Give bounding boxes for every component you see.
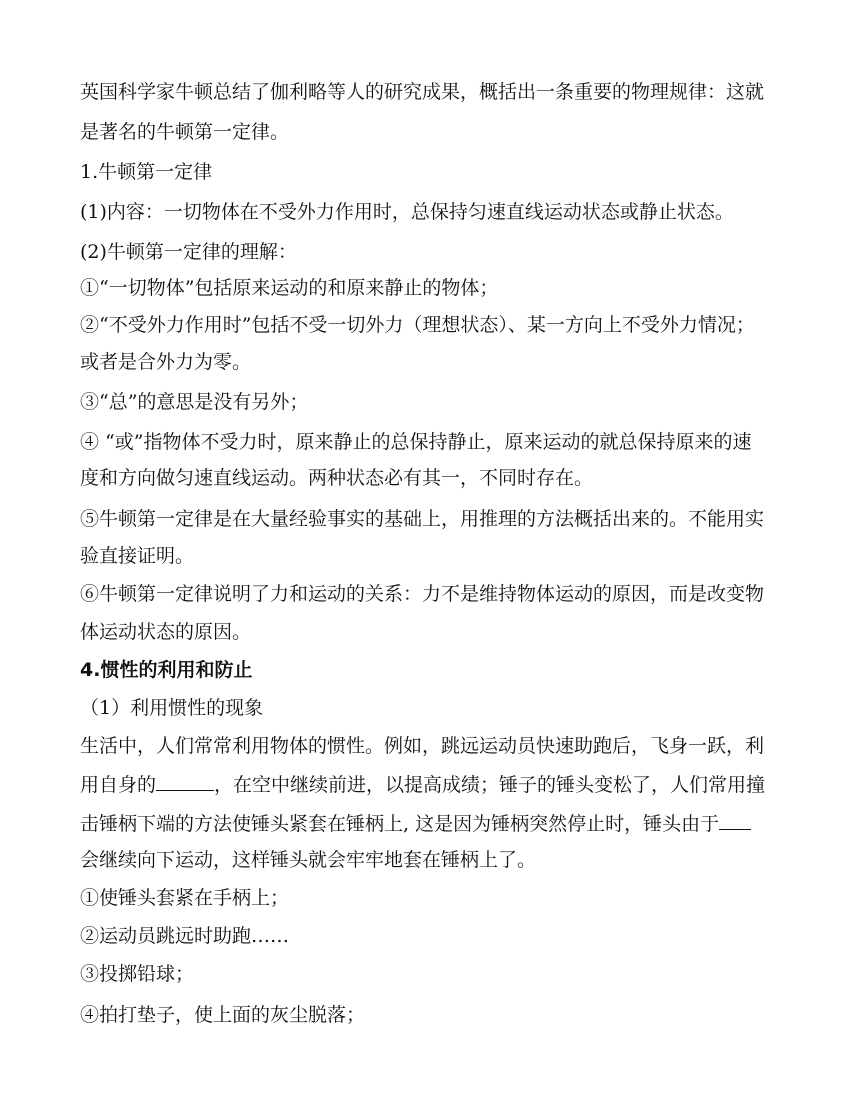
text-line: ④ “或”指物体不受力时，原来静止的总保持静止，原来运动的就总保持原来的速 [80, 431, 752, 453]
text-line: (1)内容：一切物体在不受外力作用时，总保持匀速直线运动状态或静止状态。 [80, 201, 734, 223]
list-item: ④拍打垫子，使上面的灰尘脱落； [80, 1004, 366, 1026]
text-line: 是著名的牛顿第一定律。 [80, 121, 290, 143]
text-fragment: 用自身的 [80, 774, 157, 796]
text-line: (2)牛顿第一定律的理解： [80, 241, 297, 263]
text-line: ②“不受外力作用时”包括不受一切外力（理想状态）、某一方向上不受外力情况； [80, 314, 755, 336]
fill-in-blank [156, 772, 214, 791]
list-item: ①使锤头套紧在手柄上； [80, 887, 290, 909]
text-line: ③“总”的意思是没有另外； [80, 391, 309, 413]
text-line: ⑤牛顿第一定律是在大量经验事实的基础上，用推理的方法概括出来的。不能用实 [80, 508, 765, 530]
text-line: 会继续向下运动，这样锤头就会牢牢地套在锤柄上了。 [80, 849, 537, 871]
text-fragment: ，在空中继续前进，以提高成绩；锤子的锤头变松了，人们常用撞 [214, 774, 766, 796]
text-fragment: 击锤柄下端的方法使锤头紧套在锤柄上, 这是因为锤柄突然停止时，锤头由于 [80, 813, 720, 835]
list-item: ③投掷铅球； [80, 963, 195, 985]
text-line-with-blank [80, 772, 765, 797]
text-line: （1）利用惯性的现象 [80, 697, 264, 719]
text-line: 或者是合外力为零。 [80, 351, 252, 373]
text-line: ①“一切物体”包括原来运动的和原来静止的物体； [80, 277, 499, 299]
text-line: 英国科学家牛顿总结了伽利略等人的研究成果，概括出一条重要的物理规律：这就 [80, 81, 765, 103]
section-heading-inertia: 4.惯性的利用和防止 [80, 659, 253, 681]
text-line-with-blank [80, 811, 751, 836]
section-heading-newton-first-law: 1.牛顿第一定律 [80, 161, 213, 183]
text-line: 体运动状态的原因。 [80, 621, 252, 643]
text-line: ⑥牛顿第一定律说明了力和运动的关系：力不是维持物体运动的原因，而是改变物 [80, 583, 765, 605]
fill-in-blank [719, 811, 751, 830]
text-line: 生活中，人们常常利用物体的惯性。例如，跳远运动员快速助跑后，飞身一跃，利 [80, 735, 765, 757]
list-item: ②运动员跳远时助跑…… [80, 925, 290, 947]
text-line: 验直接证明。 [80, 545, 195, 567]
text-line: 度和方向做匀速直线运动。两种状态必有其一，不同时存在。 [80, 467, 594, 489]
